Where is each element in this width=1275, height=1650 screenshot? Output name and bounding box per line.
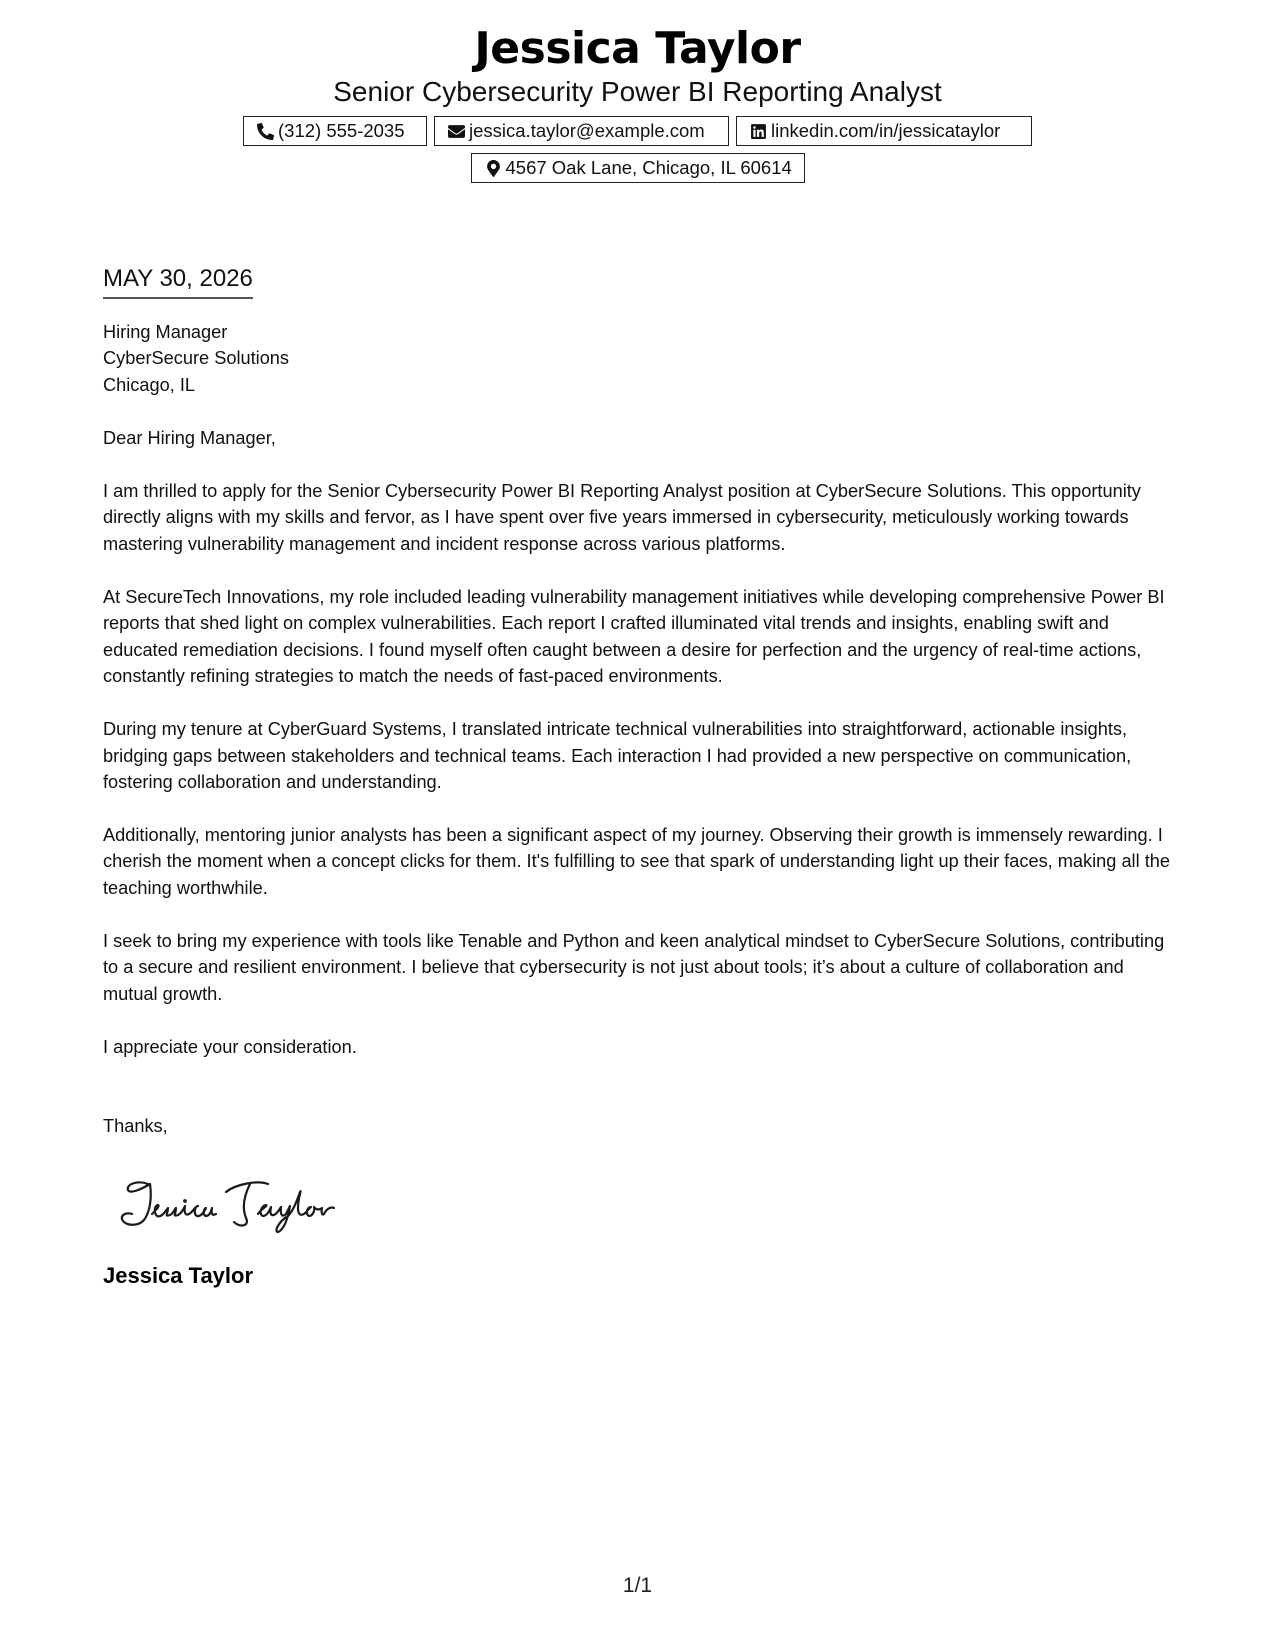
contact-row-location	[0, 153, 1275, 183]
contact-location-text: 4567 Oak Lane, Chicago, IL 60614	[505, 157, 792, 178]
closing-line: I appreciate your consideration.	[103, 1036, 357, 1057]
salutation: Dear Hiring Manager,	[103, 427, 276, 448]
contact-email-text: jessica.taylor@example.com	[469, 120, 705, 141]
recipient-location: Chicago, IL	[103, 374, 196, 395]
recipient-block	[103, 319, 1178, 398]
map-marker-icon	[485, 160, 502, 177]
paragraph-cyberguard: During my tenure at CyberGuard Systems, I translated intricate technical vulnerabilities into straightforward, actionable insights, bridging gaps between stakeholders and technical teams. Each interaction I had provided a new perspective on communication, fostering collaboration and understanding.	[103, 719, 1132, 792]
envelope-icon	[448, 123, 465, 140]
contact-linkedin	[736, 116, 1032, 146]
signed-name: Jessica Taylor	[103, 1263, 254, 1288]
contact-row	[0, 116, 1275, 146]
signoff: Thanks,	[103, 1116, 168, 1137]
contact-phone	[243, 116, 427, 146]
letter-date: MAY 30, 2026	[103, 262, 253, 299]
contact-location	[471, 153, 805, 183]
paragraph-goals: I seek to bring my experience with tools like Tenable and Python and keen analytical mindset to CyberSecure Solutions, contributing to a secure and resilient environment. I believe that cybersecurity is not just about tools; it’s about a culture of collaboration and mutual growth.	[103, 931, 1165, 1004]
handwritten-signature	[118, 1170, 358, 1234]
linkedin-icon	[750, 123, 767, 140]
letter-body	[103, 262, 1178, 1140]
letter-header	[0, 22, 1275, 183]
applicant-job-title: Senior Cybersecurity Power BI Reporting Analyst	[333, 76, 942, 107]
applicant-name: Jessica Taylor	[474, 23, 801, 74]
contact-email	[434, 116, 729, 146]
paragraph-intro: I am thrilled to apply for the Senior Cybersecurity Power BI Reporting Analyst position at CyberSecure Solutions. This opportunity directly aligns with my skills and fervor, as I have spent over five years immersed in cybersecurity, meticulously working towards mastering vulnerability management and incident response across various platforms.	[103, 481, 1141, 554]
recipient-line: Hiring Manager	[103, 322, 228, 342]
paragraph-securetech: At SecureTech Innovations, my role included leading vulnerability management initiatives while developing comprehensive Power BI reports that shed light on complex vulnerabilities. Each report I crafted illuminated vital trends and insights, enabling swift and educated remediation decisions. I found myself often caught between a desire for perfection and the urgency of real-time actions, constantly refining strategies to match the needs of fast-paced environments.	[103, 587, 1165, 686]
contact-linkedin-text: linkedin.com/in/jessicataylor	[771, 120, 1001, 141]
page-number: 1/1	[622, 1574, 653, 1597]
paragraph-mentoring: Additionally, mentoring junior analysts has been a significant aspect of my journey. Observing their growth is immensely rewarding. I cherish the moment when a concept clicks for them. It's fulfilling to see that spark of understanding light up their faces, making all the teaching worthwhile.	[103, 825, 1170, 898]
recipient-company: CyberSecure Solutions	[103, 348, 290, 369]
contact-phone-text: (312) 555-2035	[278, 120, 405, 141]
phone-icon	[257, 123, 274, 140]
